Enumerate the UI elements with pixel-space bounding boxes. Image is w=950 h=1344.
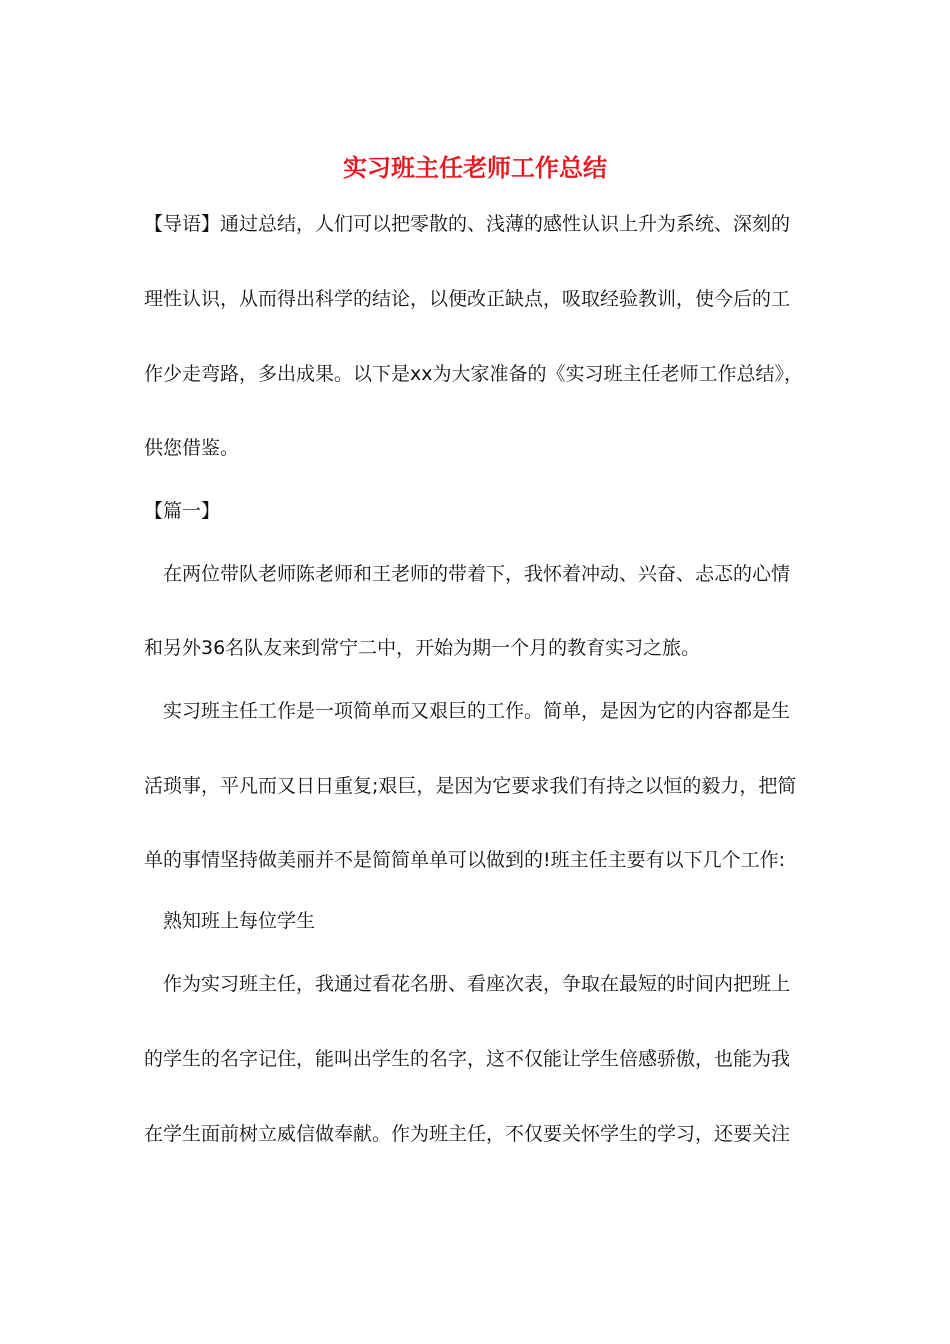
body-line-3: 实习班主任工作是一项简单而又艰巨的工作。简单，是因为它的内容都是生 [163,700,791,722]
body-line-5: 单的事情坚持做美丽并不是简简单单可以做到的!班主任主要有以下几个工作: [144,849,786,871]
section-heading: 【篇一】 [144,500,221,522]
body-line-2: 和另外36名队友来到常宁二中，开始为期一个月的教育实习之旅。 [144,637,701,659]
body-line-7: 的学生的名字记住，能叫出学生的名字，这不仅能让学生倍感骄傲，也能为我 [144,1048,791,1070]
intro-line-4: 供您借鉴。 [144,437,240,459]
intro-line-3: 作少走弯路，多出成果。以下是xx为大家准备的《实习班主任老师工作总结》， [144,363,803,385]
body-line-4: 活琐事，平凡而又日日重复;艰巨，是因为它要求我们有持之以恒的毅力，把简 [144,775,797,797]
body-line-8: 在学生面前树立威信做奉献。作为班主任，不仅要关怀学生的学习，还要关注 [144,1123,791,1145]
intro-line-2: 理性认识，从而得出科学的结论，以便改正缺点，吸取经验教训，使今后的工 [144,288,791,310]
document-title: 实习班主任老师工作总结 [343,153,607,182]
body-line-6: 作为实习班主任，我通过看花名册、看座次表，争取在最短的时间内把班上 [163,973,791,995]
subheading: 熟知班上每位学生 [163,910,316,932]
body-line-1: 在两位带队老师陈老师和王老师的带着下，我怀着冲动、兴奋、忐忑的心情 [163,563,791,585]
intro-line-1: 【导语】通过总结，人们可以把零散的、浅薄的感性认识上升为系统、深刻的 [144,213,791,235]
